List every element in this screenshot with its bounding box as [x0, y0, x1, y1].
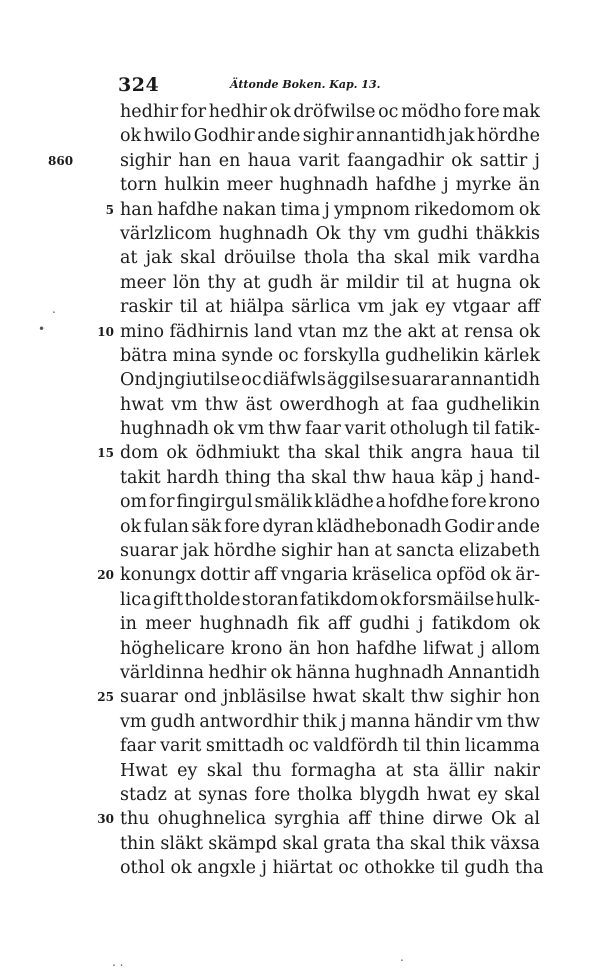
text-line: [120, 490, 540, 514]
text-line: [120, 417, 540, 441]
line-text: faar varit smittadh oc valdfördh til thin licamma: [120, 736, 540, 757]
line-number: 25: [97, 690, 114, 705]
line-text: Ond jngiutilse oc diäfwls äggilse suarar annantidh: [120, 370, 540, 391]
line-text: othol ok angxle j hiärtat oc othokke til gudh tha: [120, 858, 544, 879]
text-line: [97, 807, 540, 831]
line-text: höghelicare krono än hon hafdhe lifwat j allom: [120, 638, 540, 659]
text-line: [120, 734, 540, 758]
text-line: [120, 466, 540, 490]
line-number: 10: [97, 324, 114, 339]
text-line: [120, 124, 540, 148]
line-text: in meer hughnadh fik aff gudhi j fatikdom ok: [120, 614, 540, 635]
line-text: hwat vm thw äst owerdhogh at faa gudhelikin: [120, 394, 540, 415]
line-text: hedhir for hedhir ok dröfwilse oc mödho fore mak: [120, 102, 540, 122]
line-text: takit hardh thing tha skal thw haua käp j hand-: [120, 467, 540, 488]
line-number: 30: [97, 812, 114, 827]
text-line: [120, 759, 540, 783]
line-number: 20: [97, 568, 114, 583]
text-line: [120, 588, 540, 612]
line-text: suarar jak hördhe sighir han at sancta elizabeth: [120, 541, 540, 562]
page-speck: . .: [112, 955, 124, 969]
line-number: 860: [48, 153, 74, 168]
margin-mark: •: [38, 322, 46, 336]
page-number: 324: [118, 74, 160, 96]
text-line: [120, 856, 544, 880]
text-line: [120, 783, 540, 807]
text-line: [97, 320, 540, 344]
line-text: världinna hedhir ok hänna hughnadh Annantidh: [120, 662, 540, 683]
text-line: [120, 612, 540, 636]
line-text: vm gudh antwordhir thik j manna händir vm thw: [120, 711, 540, 732]
line-number: 5: [105, 202, 114, 217]
line-text: bätra mina synde oc forskylla gudhelikin kärlek: [120, 345, 540, 366]
text-line: [97, 685, 540, 709]
text-line: [97, 441, 540, 465]
running-title: Ättonde Boken. Kap. 13.: [230, 78, 381, 91]
text-line: [120, 368, 540, 392]
line-text: torn hulkin meer hughnadh hafdhe j myrke än: [120, 175, 540, 196]
line-text: thin släkt skämpd skal grata tha skal thik växsa: [120, 833, 540, 854]
line-text: raskir til at hiälpa särlica vm jak ey vtgaar aff: [120, 297, 540, 318]
text-line: [120, 515, 540, 539]
page-speck: .: [400, 950, 404, 964]
line-text: Hwat ey skal thu formagha at sta ällir nakir: [120, 760, 540, 781]
line-text: värlzlicom hughnadh Ok thy vm gudhi thäkkis: [120, 223, 540, 244]
text-line: [97, 563, 540, 587]
line-text: dom ok ödhmiukt tha skal thik angra haua til: [120, 443, 540, 464]
line-text: meer lön thy at gudh är mildir til at hugna ok: [120, 272, 540, 293]
margin-mark: .: [52, 302, 56, 316]
text-line: [48, 149, 540, 173]
line-text: hughnadh ok vm thw faar varit otholugh til fatik-: [120, 419, 540, 440]
text-line: [120, 344, 540, 368]
text-line: [105, 198, 540, 222]
text-line: [120, 271, 540, 295]
text-line: [120, 100, 540, 124]
line-text: han hafdhe nakan tima j ympnom rikedomom ok: [120, 199, 540, 220]
running-head: [118, 74, 518, 98]
text-line: [120, 637, 540, 661]
text-line: [120, 173, 540, 197]
line-text: om for fingirgul smälik klädhe a hofdhe fore krono: [120, 492, 540, 513]
text-line: [120, 295, 540, 319]
line-text: at jak skal dröuilse thola tha skal mik vardha: [120, 248, 540, 269]
text-line: [120, 710, 540, 734]
line-text: sighir han en haua varit faangadhir ok sattir j: [120, 150, 540, 171]
body-text: [48, 100, 544, 881]
text-line: [120, 661, 540, 685]
text-line: [120, 222, 540, 246]
line-number: 15: [97, 446, 114, 461]
line-text: lica gift tholde storan fatikdom ok forsmäilse hulk-: [120, 589, 540, 610]
text-line: [120, 539, 540, 563]
line-text: suarar ond jnbläsilse hwat skalt thw sighir hon: [120, 687, 540, 708]
line-text: konungx dottir aff vngaria kräselica opföd ok är-: [120, 565, 540, 586]
text-line: [120, 832, 540, 856]
line-text: ok hwilo Godhir ande sighir annantidh jak hördhe: [120, 126, 540, 147]
line-text: thu ohughnelica syrghia aff thine dirwe Ok al: [120, 809, 540, 830]
text-line: [120, 393, 540, 417]
line-text: mino fädhirnis land vtan mz the akt at rensa ok: [120, 321, 540, 342]
line-text: stadz at synas fore tholka blygdh hwat ey skal: [120, 784, 540, 805]
line-text: ok fulan säk fore dyran klädhebonadh Godir ande: [120, 516, 540, 537]
text-line: [120, 246, 540, 270]
